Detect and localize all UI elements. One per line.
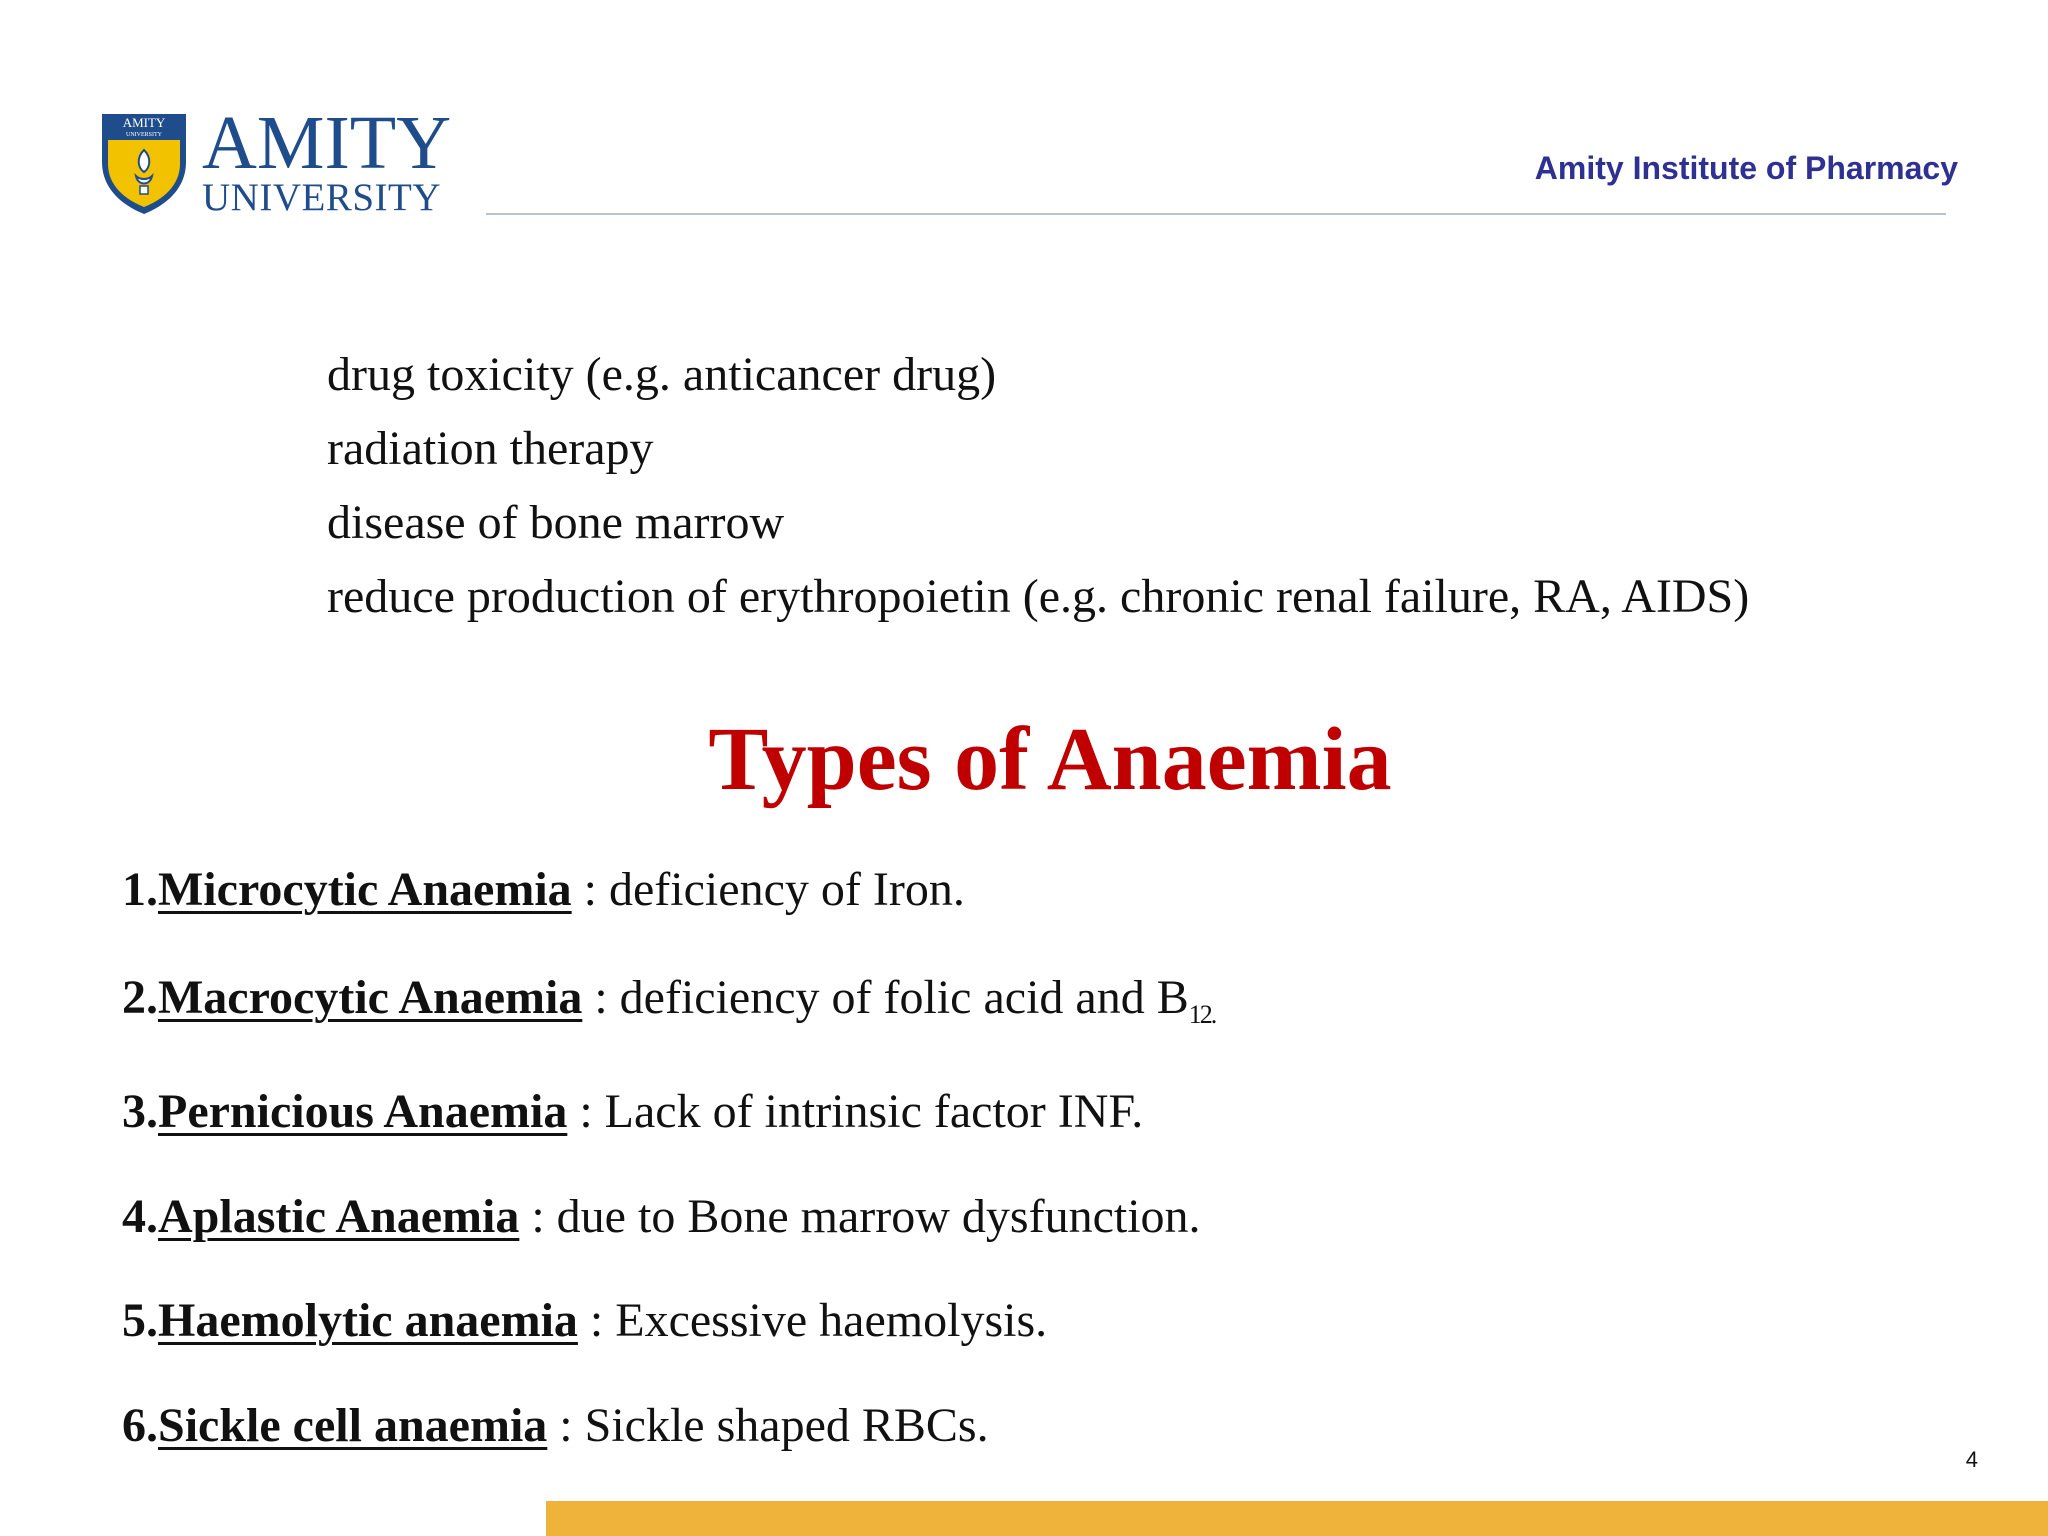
logo-word-university: UNIVERSITY	[202, 176, 441, 219]
type-name: Microcytic Anaemia	[158, 863, 572, 916]
type-subscript: 12.	[1188, 1000, 1216, 1029]
type-description: : deficiency of Iron.	[571, 863, 965, 916]
shield-word-big: AMITY	[122, 115, 166, 130]
type-description: : deficiency of folic acid and B	[582, 971, 1189, 1024]
type-description: : Excessive haemolysis.	[577, 1294, 1048, 1347]
type-description: : Sickle shaped RBCs.	[547, 1399, 989, 1452]
anaemia-type-item	[122, 1082, 1143, 1142]
header-divider	[486, 213, 1946, 215]
slide-title: Types of Anaemia	[708, 710, 1392, 809]
logo-word-amity: AMITY	[202, 101, 452, 185]
type-description: : Lack of intrinsic factor INF.	[567, 1085, 1144, 1138]
type-number: 5.	[122, 1294, 158, 1347]
shield-word-small: UNIVERSITY	[126, 132, 162, 138]
anaemia-type-item	[122, 968, 1215, 1045]
anaemia-type-item	[122, 860, 965, 920]
anaemia-type-item	[122, 1291, 1047, 1351]
type-name: Pernicious Anaemia	[158, 1085, 568, 1138]
page-number: 4	[1965, 1447, 1978, 1472]
causes-list	[327, 338, 1749, 634]
type-number: 6.	[122, 1399, 158, 1452]
amity-wordmark	[202, 101, 452, 219]
type-name: Aplastic Anaemia	[158, 1190, 520, 1243]
amity-logo	[98, 101, 452, 219]
cause-item: disease of bone marrow	[327, 496, 785, 549]
cause-item: radiation therapy	[327, 422, 654, 475]
type-description: : due to Bone marrow dysfunction.	[519, 1190, 1201, 1243]
type-number: 4.	[122, 1190, 158, 1243]
footer-bar	[546, 1501, 2048, 1536]
cause-item: reduce production of erythropoietin (e.g. chronic renal failure, RA, AIDS)	[327, 570, 1750, 623]
type-name: Macrocytic Anaemia	[158, 971, 583, 1024]
amity-shield-icon	[98, 110, 190, 216]
institute-name: Amity Institute of Pharmacy	[1534, 150, 1958, 186]
cause-item: drug toxicity (e.g. anticancer drug)	[327, 348, 997, 401]
type-number: 2.	[122, 971, 158, 1024]
anaemia-type-item	[122, 1396, 989, 1456]
type-number: 3.	[122, 1085, 158, 1138]
type-name: Sickle cell anaemia	[158, 1399, 548, 1452]
type-name: Haemolytic anaemia	[158, 1294, 578, 1347]
anaemia-type-item	[122, 1187, 1201, 1247]
type-number: 1.	[122, 863, 158, 916]
